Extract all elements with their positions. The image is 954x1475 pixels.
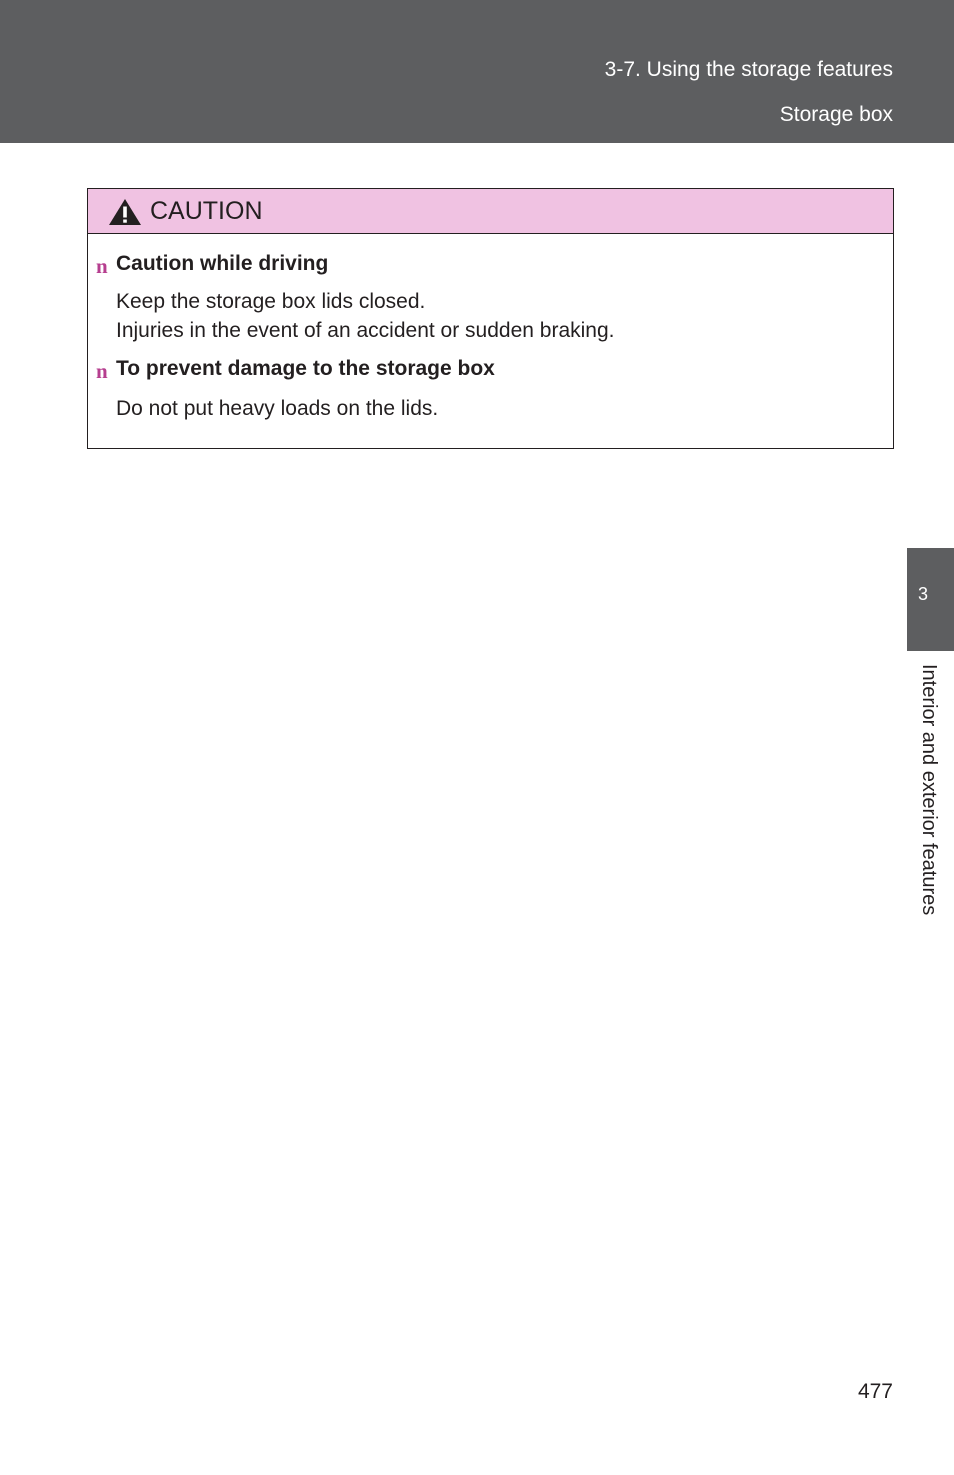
- item-text-line: Do not put heavy loads on the lids.: [116, 397, 439, 420]
- chapter-label: Interior and exterior features: [918, 664, 940, 916]
- bullet-marker: n: [96, 254, 108, 278]
- item-heading-damage: To prevent damage to the storage box: [116, 357, 495, 380]
- item-heading-driving: Caution while driving: [116, 252, 329, 275]
- item-text-line: Keep the storage box lids closed.: [116, 290, 426, 313]
- subsection-title: Storage box: [779, 103, 893, 126]
- section-title: 3-7. Using the storage features: [604, 58, 893, 81]
- page-header: [0, 0, 954, 143]
- chapter-number: 3: [917, 584, 928, 604]
- caution-box: [87, 188, 894, 449]
- caution-header: [88, 189, 893, 234]
- item-text-line: Injuries in the event of an accident or sudden braking.: [116, 319, 615, 342]
- chapter-tab: [907, 548, 954, 651]
- caution-title: CAUTION: [150, 197, 263, 225]
- bullet-marker: n: [96, 359, 108, 383]
- page-number: 477: [857, 1380, 893, 1403]
- warning-triangle-icon: [108, 198, 142, 226]
